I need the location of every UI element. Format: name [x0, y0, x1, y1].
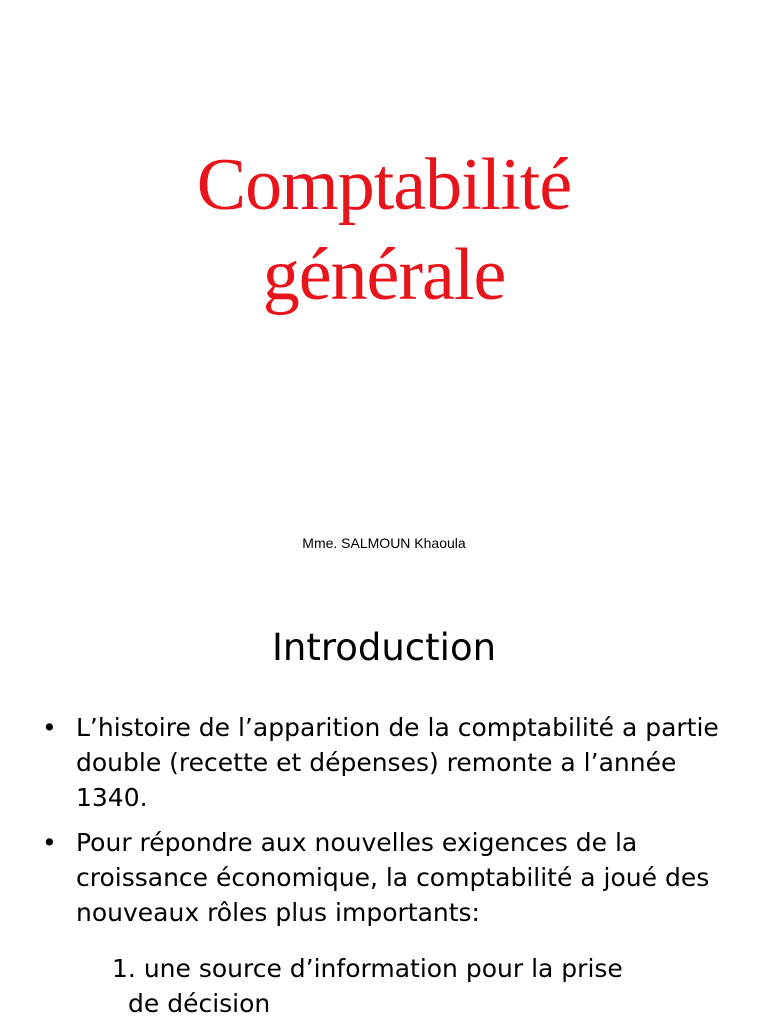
bullet-item: [42, 710, 742, 815]
slide-heading: Introduction: [271, 626, 497, 669]
bullet-list: [42, 710, 742, 940]
bullet-text: L’histoire de l’apparition de la comptabilité a partie double (recette et dépenses) remonte a l’année 1340.: [76, 713, 719, 812]
bullet-dot-icon: •: [42, 828, 57, 857]
subitem-number: 1.: [112, 954, 136, 983]
bullet-item: [42, 825, 742, 930]
author-name: Mme. SALMOUN Khaoula: [302, 535, 466, 551]
introduction-slide: [0, 580, 768, 1024]
numbered-subitem: [112, 951, 712, 1021]
title-line-1: Comptabilité: [196, 144, 572, 226]
bullet-dot-icon: •: [42, 713, 57, 742]
title-line-2: générale: [262, 234, 506, 316]
slide-title: [0, 140, 768, 320]
bullet-text: Pour répondre aux nouvelles exigences de la croissance économique, la comptabilité a joué des nouveaux rôles plus importants:: [76, 828, 710, 927]
subitem-text-line2: de décision: [128, 989, 271, 1018]
subitem-text-line1: une source d’information pour la prise: [143, 954, 623, 983]
